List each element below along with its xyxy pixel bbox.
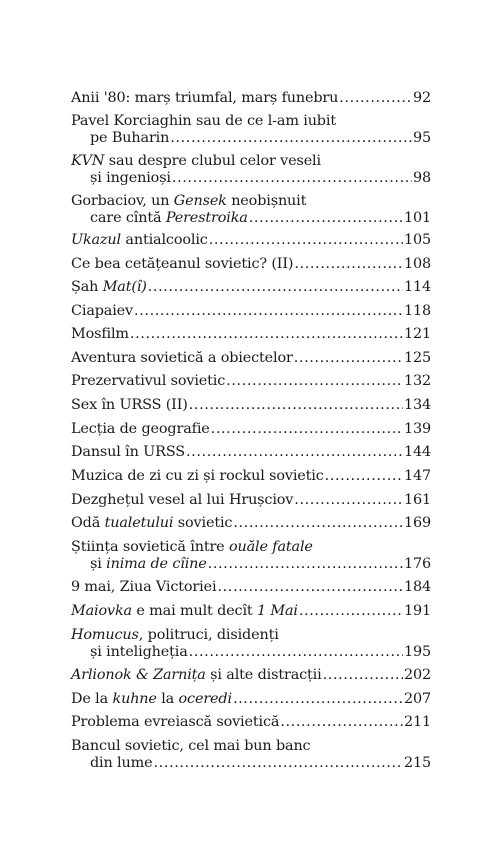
toc-entry-line <box>71 492 431 509</box>
toc-entry <box>71 303 431 320</box>
toc-entry-line <box>71 755 431 772</box>
toc-entry-title <box>71 468 324 485</box>
dot-leader <box>211 421 403 438</box>
toc-title-italic-segment: Mat(î) <box>102 279 147 296</box>
toc-title-segment: Muzica de zi cu zi și rockul sovietic <box>71 467 324 484</box>
toc-title-segment: la <box>156 690 179 707</box>
dot-leader <box>249 210 403 227</box>
toc-page-number: 139 <box>403 420 431 437</box>
toc-page-number: 121 <box>403 326 431 343</box>
toc-page-number: 184 <box>403 579 431 596</box>
toc-entry <box>71 90 431 107</box>
toc-title-segment: Gorbaciov, un <box>71 192 174 209</box>
toc-entry-title <box>90 755 153 772</box>
toc-title-segment: Problema evreiască sovietică <box>71 714 280 731</box>
dot-leader <box>325 468 403 485</box>
toc-entry-title <box>90 644 188 661</box>
toc-entry-line <box>71 303 431 320</box>
toc-entry-line <box>71 515 431 532</box>
toc-title-italic-segment: ouăle fatale <box>228 538 313 555</box>
toc-entry-line <box>71 153 431 170</box>
toc-entry-line <box>71 130 431 147</box>
toc-title-segment: Mosfilm <box>71 326 129 343</box>
toc-page-number: 215 <box>403 754 431 771</box>
toc-entry <box>71 468 431 485</box>
toc-entry-line <box>71 170 431 187</box>
toc-entry <box>71 691 431 708</box>
toc-page-number: 176 <box>403 555 431 572</box>
toc-entry <box>71 515 431 532</box>
toc-entry-line <box>71 113 431 130</box>
toc-entry-line <box>71 556 431 573</box>
toc-page-number: 125 <box>403 349 431 366</box>
toc-title-italic-segment: Perestroika <box>165 209 248 226</box>
toc-entry <box>71 539 431 573</box>
toc-page-number: 147 <box>403 467 431 484</box>
dot-leader <box>217 579 403 596</box>
toc-entry-title <box>71 579 216 596</box>
toc-entry <box>71 397 431 414</box>
toc-title-segment: antialcoolic <box>120 232 208 249</box>
toc-entry-title <box>90 556 207 573</box>
toc-page-number: 211 <box>403 714 431 731</box>
toc-entry-title <box>71 373 225 390</box>
toc-entry-line <box>71 232 431 249</box>
toc-entry-line <box>71 444 431 461</box>
toc-entry-title <box>90 130 169 147</box>
toc-title-italic-segment: inima de cîine <box>106 555 207 572</box>
table-of-contents <box>71 90 431 772</box>
toc-title-segment: neobișnuit <box>226 192 307 209</box>
dot-leader <box>226 373 403 390</box>
toc-title-segment: Ce bea cetățeanul sovietic? (II) <box>71 255 294 272</box>
dot-leader <box>233 691 403 708</box>
toc-title-italic-segment: Ukazul <box>71 232 121 249</box>
dot-leader <box>189 644 403 661</box>
toc-entry-line <box>71 579 431 596</box>
toc-entry-line <box>71 90 431 107</box>
toc-title-segment: pe Buharin <box>90 129 170 146</box>
toc-title-segment: sau despre clubul celor veseli <box>104 152 321 169</box>
dot-leader <box>186 444 403 461</box>
dot-leader <box>294 256 403 273</box>
toc-page-number: 207 <box>403 690 431 707</box>
toc-entry-line <box>71 210 431 227</box>
toc-title-segment: din lume <box>90 754 153 771</box>
toc-title-segment: Șah <box>71 279 103 296</box>
toc-entry-title <box>71 714 279 731</box>
toc-page-number: 98 <box>412 169 431 186</box>
toc-title-segment: Anii '80: marș triumfal, marș funebru <box>71 90 339 106</box>
toc-entry-title <box>71 303 133 320</box>
toc-title-segment: sovietic <box>173 515 233 532</box>
toc-title-segment: și inteligheția <box>90 643 188 660</box>
dot-leader <box>208 556 403 573</box>
toc-title-italic-segment: KVN <box>71 152 105 169</box>
toc-title-segment: 9 mai, Ziua Victoriei <box>71 579 217 596</box>
toc-entry <box>71 232 431 249</box>
toc-entry-title <box>71 738 310 755</box>
toc-entry-title <box>71 492 293 509</box>
toc-entry-line <box>71 627 431 644</box>
toc-entry-line <box>71 421 431 438</box>
dot-leader <box>294 350 403 367</box>
toc-entry-title <box>71 603 298 620</box>
toc-entry-title <box>71 90 338 107</box>
dot-leader <box>294 492 403 509</box>
toc-entry-title <box>71 515 232 532</box>
toc-page-number: 114 <box>403 279 431 296</box>
toc-title-segment: Bancul sovietic, cel mai bun banc <box>71 737 311 754</box>
dot-leader <box>134 303 403 320</box>
toc-entry-line <box>71 350 431 367</box>
dot-leader <box>172 170 412 187</box>
toc-page-number: 169 <box>403 515 431 532</box>
dot-leader <box>154 755 403 772</box>
toc-entry-title <box>71 539 313 556</box>
toc-entry-line <box>71 738 431 755</box>
toc-entry <box>71 492 431 509</box>
toc-entry-line <box>71 326 431 343</box>
toc-title-italic-segment: Arlionok & Zarnița <box>71 666 206 683</box>
toc-page-number: 132 <box>403 373 431 390</box>
toc-page-number: 92 <box>412 90 431 106</box>
dot-leader <box>323 667 403 684</box>
toc-entry-line <box>71 373 431 390</box>
toc-page-number: 144 <box>403 444 431 461</box>
toc-title-segment: Dezghețul vesel al lui Hrușciov <box>71 491 294 508</box>
toc-entry <box>71 738 431 772</box>
toc-page-number: 195 <box>403 643 431 660</box>
toc-entry-title <box>71 667 322 684</box>
toc-title-segment: Prezervativul sovietic <box>71 373 226 390</box>
toc-title-italic-segment: tualetului <box>104 515 174 532</box>
toc-title-segment: Odă <box>71 515 105 532</box>
toc-title-segment: Dansul în URSS <box>71 444 185 461</box>
toc-entry-title <box>71 193 306 210</box>
toc-entry-line <box>71 667 431 684</box>
toc-entry-line <box>71 397 431 414</box>
toc-entry <box>71 714 431 731</box>
toc-title-segment: și ingenioși <box>90 169 171 186</box>
toc-entry <box>71 421 431 438</box>
toc-title-italic-segment: kuhne <box>112 690 157 707</box>
dot-leader <box>148 279 403 296</box>
toc-entry-title <box>90 210 248 227</box>
toc-title-segment: și <box>90 555 107 572</box>
toc-page-number: 202 <box>403 666 431 683</box>
toc-title-segment: , politruci, disidenți <box>138 626 279 643</box>
dot-leader <box>299 603 403 620</box>
toc-entry <box>71 279 431 296</box>
toc-entry-line <box>71 256 431 273</box>
toc-entry-title <box>71 627 279 644</box>
toc-entry-line <box>71 279 431 296</box>
toc-entry <box>71 153 431 187</box>
toc-entry-title <box>71 421 210 438</box>
toc-title-segment: Ciapaiev <box>71 302 134 319</box>
toc-page-number: 191 <box>403 602 431 619</box>
toc-title-italic-segment: oceredi <box>178 690 232 707</box>
toc-entry <box>71 193 431 227</box>
toc-entry-title <box>71 256 293 273</box>
toc-entry <box>71 579 431 596</box>
toc-entry-title <box>71 326 129 343</box>
toc-entry-line <box>71 539 431 556</box>
toc-entry-title <box>71 153 321 170</box>
dot-leader <box>339 90 412 107</box>
toc-page-number: 161 <box>403 491 431 508</box>
toc-title-segment: Pavel Korciaghin sau de ce l-am iubit <box>71 112 336 129</box>
dot-leader <box>189 397 403 414</box>
toc-entry-line <box>71 193 431 210</box>
toc-entry-title <box>71 232 208 249</box>
toc-entry <box>71 113 431 147</box>
toc-entry-title <box>71 113 336 130</box>
toc-page-number: 108 <box>403 255 431 272</box>
toc-title-segment: care cîntă <box>90 209 166 226</box>
toc-entry-title <box>71 444 185 461</box>
dot-leader <box>170 130 412 147</box>
toc-entry-line <box>71 714 431 731</box>
toc-entry-title <box>71 397 188 414</box>
toc-entry-title <box>71 350 293 367</box>
toc-entry <box>71 603 431 620</box>
toc-entry-line <box>71 468 431 485</box>
toc-title-segment: Lecția de geografie <box>71 420 210 437</box>
toc-entry <box>71 627 431 661</box>
toc-entry <box>71 444 431 461</box>
toc-title-segment: De la <box>71 690 113 707</box>
toc-title-segment: Sex în URSS (II) <box>71 396 188 413</box>
toc-page-number: 95 <box>412 129 431 146</box>
toc-entry-line <box>71 691 431 708</box>
toc-entry-title <box>71 691 232 708</box>
toc-title-italic-segment: Gensek <box>173 192 227 209</box>
toc-entry-title <box>71 279 147 296</box>
toc-title-segment: Aventura sovietică a obiectelor <box>71 349 293 366</box>
dot-leader <box>233 515 403 532</box>
toc-title-italic-segment: Homucus <box>71 626 139 643</box>
toc-entry-title <box>90 170 171 187</box>
toc-entry <box>71 373 431 390</box>
toc-entry <box>71 326 431 343</box>
dot-leader <box>209 232 403 249</box>
toc-page-number: 105 <box>403 232 431 249</box>
toc-title-italic-segment: Maiovka <box>71 602 132 619</box>
toc-title-segment: și alte distracții <box>205 666 322 683</box>
dot-leader <box>130 326 403 343</box>
toc-title-italic-segment: 1 Mai <box>256 602 298 619</box>
toc-title-segment: Știința sovietică între <box>71 538 229 555</box>
toc-entry-line <box>71 644 431 661</box>
toc-title-segment: e mai mult decît <box>131 602 257 619</box>
toc-entry <box>71 667 431 684</box>
toc-entry <box>71 256 431 273</box>
toc-entry-line <box>71 603 431 620</box>
toc-page-number: 134 <box>403 396 431 413</box>
dot-leader <box>280 714 403 731</box>
toc-page-number: 118 <box>403 302 431 319</box>
toc-page-number: 101 <box>403 209 431 226</box>
toc-entry <box>71 350 431 367</box>
